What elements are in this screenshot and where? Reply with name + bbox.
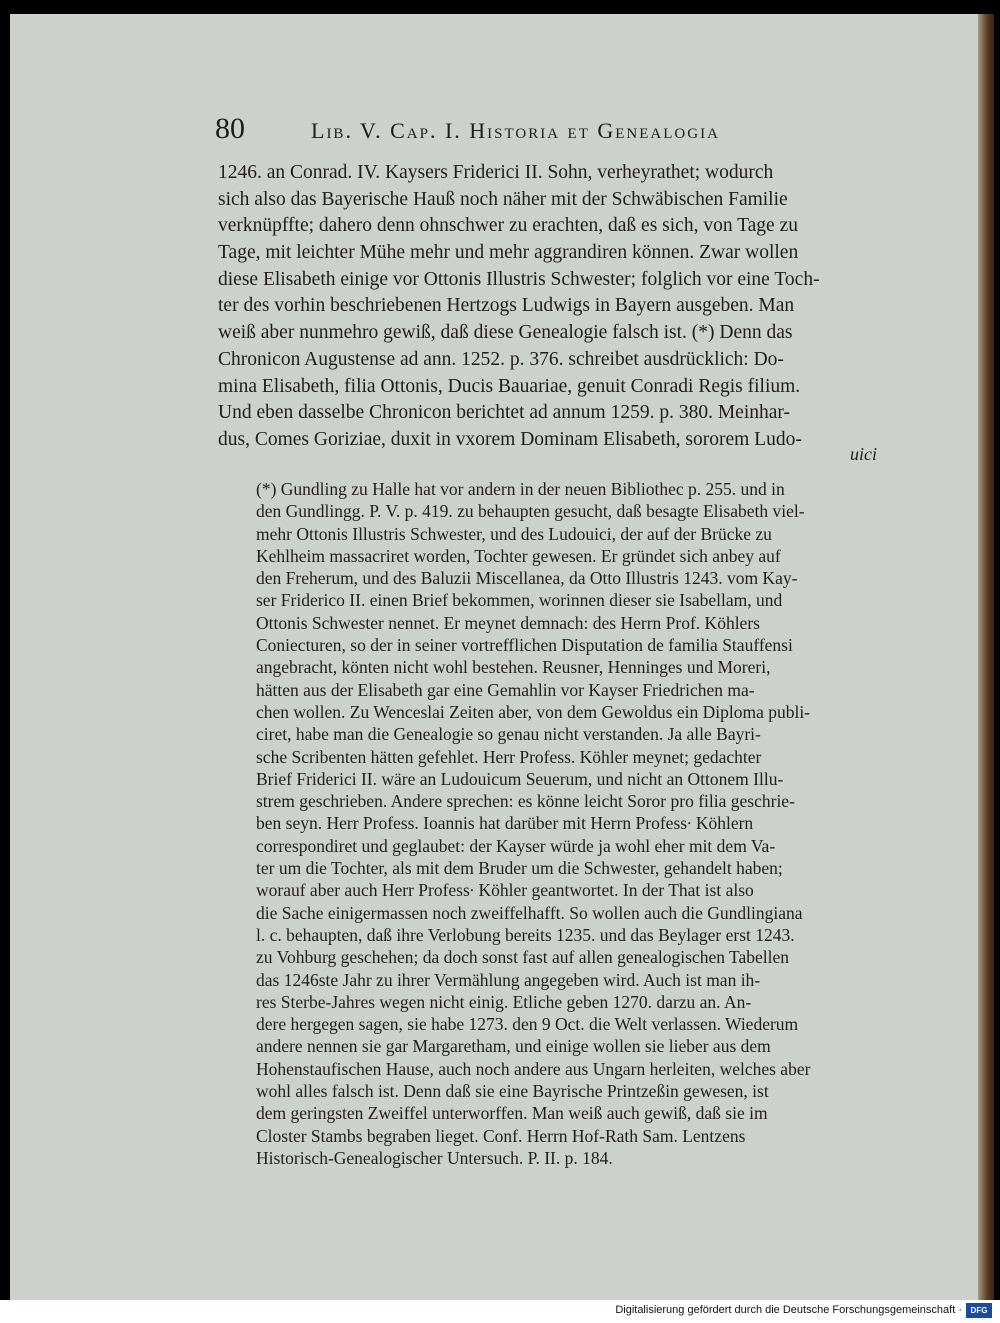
text-line: 1246. an Conrad. IV. Kaysers Friderici II. Sohn, verheyrathet; wodurch <box>218 162 774 183</box>
footnote-line: Closter Stambs begraben lieget. Conf. Herrn Hof-Rath Sam. Lentzens <box>256 1125 746 1146</box>
text-line: weiß aber nunmehro gewiß, daß diese Genealogie falsch ist. (*) Denn das <box>218 322 793 344</box>
text-line: dus, Comes Goriziae, duxit in vxorem Dominam Elisabeth, sororem Ludo- <box>218 428 802 450</box>
footnote-line: die Sache einigermassen noch zweiffelhafft. So wollen auch die Gundlingiana <box>256 902 803 923</box>
running-title: Lib. V. Cap. I. Historia et Genealogia <box>311 118 720 143</box>
text-line: Und eben dasselbe Chronicon berichtet ad annum 1259. p. 380. Meinhar- <box>218 402 791 424</box>
text-line: Tage, mit leichter Mühe mehr und mehr aggrandiren können. Zwar wollen <box>218 242 799 264</box>
text-line: diese Elisabeth einige vor Ottonis Illustris Schwester; folglich vor eine Toch- <box>218 268 820 290</box>
footnote-line: chen wollen. Zu Wenceslai Zeiten aber, von dem Gewoldus ein Diploma publi- <box>256 701 811 722</box>
footnote <box>256 478 920 1169</box>
text-line: verknüpffte; dahero denn ohnschwer zu erachten, daß es sich, von Tage zu <box>218 215 798 237</box>
footnote-line: sche Scribenten hätten gefehlet. Herr Profess. Köhler meynet; gedachter <box>256 746 762 767</box>
page-edge-shadow <box>978 14 994 1300</box>
footnote-line: den Gundlingg. P. V. p. 419. zu behaupten gesucht, daß besagte Elisabeth viel- <box>256 501 805 522</box>
footnote-line: ben seyn. Herr Profess. Ioannis hat darüber mit Herrn Profess∙ Köhlern <box>256 813 754 834</box>
footnote-line: (*) Gundling zu Halle hat vor andern in der neuen Bibliothec p. 255. und in <box>256 479 785 499</box>
footnote-line: Historisch-Genealogischer Untersuch. P. II. p. 184. <box>256 1147 613 1168</box>
footnote-line: correspondiret und geglaubet: der Kayser würde ja wohl eher mit dem Va- <box>256 835 776 856</box>
text-line: ter des vorhin beschriebenen Hertzogs Ludwigs in Bayern ausgeben. Man <box>218 295 795 317</box>
footnote-line: andere nennen sie gar Margaretham, und einige wollen sie lieber aus dem <box>256 1036 771 1057</box>
footnote-line: Ottonis Schwester nennet. Er meynet demnach: des Herrn Prof. Köhlers <box>256 612 760 633</box>
footnote-line: Hohenstaufischen Hause, auch noch andere aus Ungarn herleiten, welches aber <box>256 1058 811 1079</box>
footnote-line: mehr Ottonis Illustris Schwester, und des Ludouici, der auf der Brücke zu <box>256 523 772 544</box>
footnote-line: hätten aus der Elisabeth gar eine Gemahlin vor Kayser Friedrichen ma- <box>256 679 755 700</box>
footnote-line: ter um die Tochter, als mit dem Bruder um die Schwester, gehandelt haben; <box>256 858 783 879</box>
footnote-line: dem geringsten Zweiffel unterworffen. Man weiß auch gewiß, daß sie im <box>256 1103 768 1124</box>
footnote-line: l. c. behaupten, daß ihre Verlobung bereits 1235. und das Beylager erst 1243. <box>256 924 795 945</box>
page-header <box>215 112 815 152</box>
footnote-line: res Sterbe-Jahres wegen nicht einig. Etliche geben 1270. darzu an. An- <box>256 991 752 1012</box>
footnote-line: Brief Friderici II. wäre an Ludouicum Seuerum, und nicht an Ottonem Illu- <box>256 768 784 789</box>
footnote-line: das 1246ste Jahr zu ihrer Vermählung angegeben wird. Auch ist man ih- <box>256 969 761 990</box>
footnote-line: Kehlheim massacriret worden, Tochter gewesen. Er gründet sich anbey auf <box>256 545 781 566</box>
text-line: Chronicon Augustense ad ann. 1252. p. 376. schreibet ausdrücklich: Do- <box>218 348 784 370</box>
footnote-line: wohl alles falsch ist. Denn daß sie eine Bayrische Printzeßin gewesen, ist <box>256 1081 769 1102</box>
text-line: mina Elisabeth, filia Ottonis, Ducis Bauariae, genuit Conradi Regis filium. <box>218 375 801 397</box>
footnote-line: den Freherum, und des Baluzii Miscellanea, da Otto Illustris 1243. vom Kay- <box>256 568 798 589</box>
dfg-logo-icon: DFG <box>966 1303 992 1318</box>
text-line: sich also das Bayerische Hauß noch näher mit der Schwäbischen Familie <box>218 188 788 210</box>
footnote-line: ser Friderico II. einen Brief bekommen, worinnen dieser sie Isabellam, und <box>256 590 783 611</box>
page-number: 80 <box>215 112 245 145</box>
footnote-line: dere hergegen sagen, sie habe 1273. den 9 Oct. die Welt verlassen. Wiederum <box>256 1014 799 1035</box>
footnote-line: ciret, habe man die Genealogie so genau nicht verstanden. Ja alle Bayri- <box>256 724 761 745</box>
footnote-line: strem geschrieben. Andere sprechen: es könne leicht Soror pro filia geschrie- <box>256 791 795 812</box>
footnote-line: worauf aber auch Herr Profess∙ Köhler geantwortet. In der That ist also <box>256 880 754 901</box>
footnote-line: zu Vohburg geschehen; da doch sonst fast auf allen genealogischen Tabellen <box>256 947 790 968</box>
footer-bar <box>0 1300 1000 1323</box>
footnote-line: angebracht, könten nicht wohl bestehen. Reusner, Henninges und Moreri, <box>256 657 771 678</box>
catchword: uici <box>850 444 877 464</box>
footnote-line: Coniecturen, so der in seiner vortrefflichen Disputation de familia Stauffensi <box>256 635 793 656</box>
footer-credit: Digitalisierung gefördert durch die Deutsche Forschungsgemeinschaft · <box>615 1304 962 1316</box>
main-text <box>218 160 910 454</box>
